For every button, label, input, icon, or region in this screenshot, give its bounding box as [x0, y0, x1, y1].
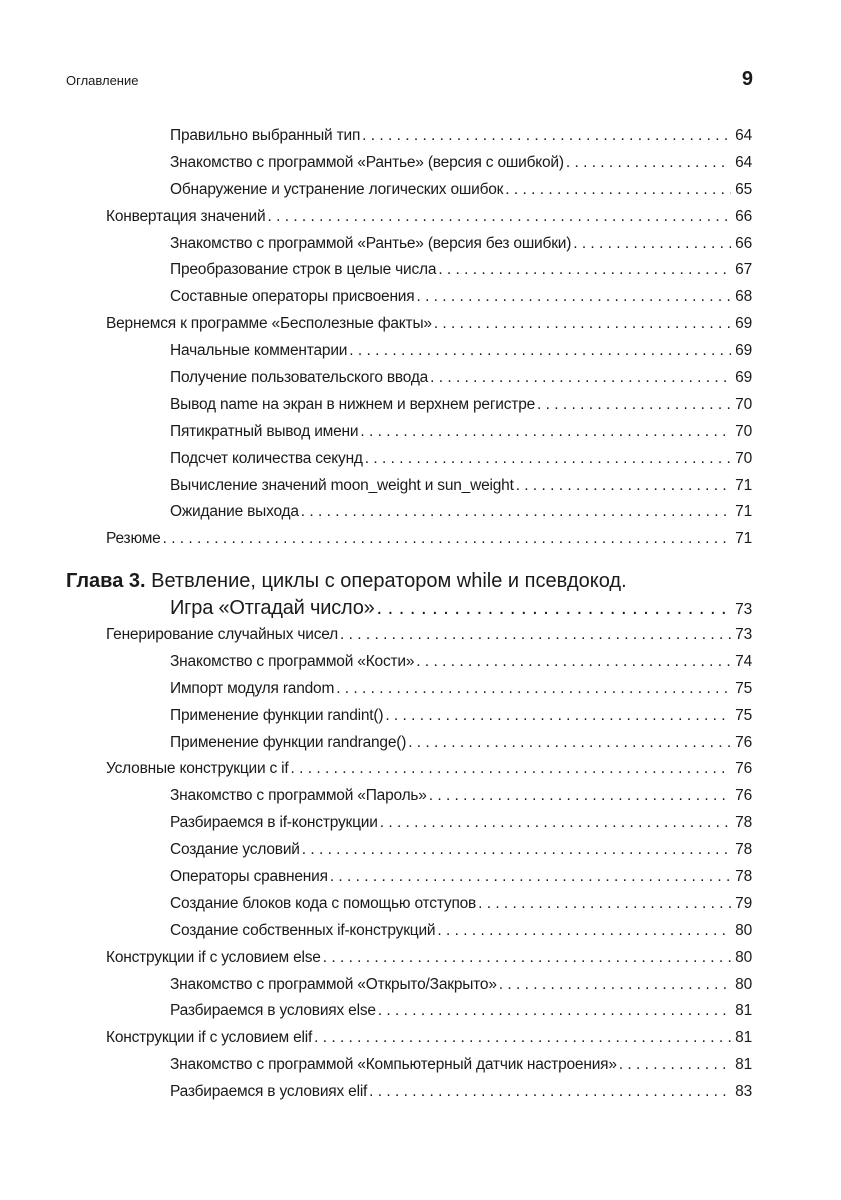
dot-leader [573, 231, 731, 258]
toc-entry-title: Генерирование случайных чисел [106, 626, 338, 643]
toc-entry[interactable] [0, 864, 752, 891]
toc-entry[interactable] [0, 123, 752, 150]
toc-entry-page: 70 [735, 449, 752, 467]
dot-leader [566, 150, 731, 177]
toc-entry[interactable] [0, 499, 752, 526]
dot-leader [408, 730, 731, 757]
toc-entry[interactable] [0, 837, 752, 864]
dot-leader [437, 918, 731, 945]
toc-entry[interactable] [0, 392, 752, 419]
toc-entry-title: Пятикратный вывод имени [170, 422, 359, 440]
toc-entry-title: Начальные комментарии [170, 342, 348, 360]
running-header-section: Оглавление [66, 73, 139, 88]
toc-entry-page: 79 [735, 894, 752, 912]
toc-entry-page: 69 [735, 342, 752, 360]
toc-entry-page: 71 [735, 530, 752, 548]
toc-entry-title: Знакомство с программой «Открыто/Закрыто» [170, 975, 497, 993]
toc-entry-title: Обнаружение и устранение логических ошибок [170, 180, 504, 198]
toc-list-part1 [0, 123, 752, 553]
toc-entry-page: 81 [735, 1029, 752, 1047]
dot-leader [330, 864, 731, 891]
toc-entry[interactable] [0, 649, 752, 676]
toc-entry-title: Вывод name на экран в нижнем и верхнем регистре [170, 395, 536, 413]
toc-entry-title: Условные конструкции с if [106, 760, 289, 778]
toc-entry-title: Вернемся к программе «Бесполезные факты» [106, 315, 432, 333]
dot-leader [380, 810, 731, 837]
toc-entry-title: Импорт модуля random [170, 679, 335, 697]
toc-entry-page: 67 [735, 261, 752, 279]
toc-entry[interactable] [0, 311, 752, 338]
toc-entry-title: Ожидание выхода [170, 503, 299, 521]
toc-entry-title: Операторы сравнения [170, 868, 328, 886]
dot-leader [378, 998, 731, 1025]
dot-leader [349, 338, 731, 365]
toc-entry-page: 64 [735, 153, 752, 171]
toc-entry-title: Разбираемся в условиях else [170, 1002, 376, 1020]
dot-leader [505, 177, 731, 204]
toc-entry-page: 74 [735, 652, 752, 670]
toc-entry[interactable] [0, 622, 752, 649]
toc-entry[interactable] [0, 783, 752, 810]
toc-entry-title: Правильно выбранный тип [170, 127, 361, 144]
dot-leader [369, 1079, 731, 1106]
toc-entry-page: 75 [735, 679, 752, 697]
toc-entry-title: Знакомство с программой «Кости» [170, 652, 415, 670]
toc-entry-title: Резюме [106, 530, 161, 548]
dot-leader [434, 311, 731, 338]
dot-leader [499, 972, 731, 999]
toc-entry-page: 76 [735, 760, 752, 778]
toc-entry-title: Создание собственных if-конструкций [170, 921, 436, 939]
dot-leader [377, 595, 732, 622]
toc-entry-page: 76 [735, 733, 752, 751]
toc-entry[interactable] [0, 204, 752, 231]
dot-leader [340, 622, 731, 649]
dot-leader [163, 526, 732, 553]
toc-entry[interactable] [0, 1079, 752, 1106]
toc-entry[interactable] [0, 756, 752, 783]
dot-leader [314, 1025, 731, 1052]
toc-entry-page: 80 [735, 948, 752, 966]
toc-entry-page: 66 [735, 234, 752, 252]
toc-entry-page: 68 [735, 288, 752, 306]
toc-entry[interactable] [0, 526, 752, 553]
toc-entry-title: Конструкции if с условием elif [106, 1029, 313, 1047]
toc-entry-title: Преобразование строк в целые числа [170, 261, 437, 279]
toc-entry-page: 78 [735, 814, 752, 832]
toc-entry-title: Составные операторы присвоения [170, 288, 415, 306]
toc-entry-page: 69 [735, 315, 752, 333]
dot-leader [516, 473, 731, 500]
dot-leader [362, 123, 731, 150]
toc-entry-title: Знакомство с программой «Рантье» (версия с ошибкой) [170, 153, 564, 171]
toc-entry[interactable] [0, 1052, 752, 1079]
toc-entry-page: 71 [735, 503, 752, 521]
toc-entry-page: 73 [735, 626, 752, 643]
toc-entry[interactable] [0, 177, 752, 204]
toc-entry[interactable] [0, 972, 752, 999]
toc-entry-title: Получение пользовательского ввода [170, 369, 429, 387]
dot-leader [302, 837, 731, 864]
toc-entry[interactable] [0, 338, 752, 365]
chapter-title-line2: Игра «Отгадай число» [170, 597, 375, 619]
dot-leader [478, 891, 731, 918]
toc-entry[interactable] [0, 473, 752, 500]
chapter-heading [66, 568, 627, 594]
chapter-label: Глава 3. [66, 570, 146, 592]
toc-entry[interactable] [0, 918, 752, 945]
dot-leader [323, 945, 731, 972]
toc-entry-page: 64 [735, 127, 752, 144]
toc-entry-page: 80 [735, 921, 752, 939]
toc-entry[interactable] [0, 150, 752, 177]
chapter-title-line1: Ветвление, циклы с оператором while и псевдокод. [151, 570, 627, 592]
toc-entry-title: Конструкции if с условием else [106, 948, 321, 966]
chapter-title-row[interactable] [0, 595, 752, 622]
toc-entry[interactable] [0, 446, 752, 473]
toc-entry[interactable] [0, 891, 752, 918]
dot-leader [430, 365, 731, 392]
toc-entry[interactable] [0, 676, 752, 703]
toc-entry-title: Вычисление значений moon_weight и sun_weight [170, 476, 514, 494]
dot-leader [416, 284, 731, 311]
dot-leader [416, 649, 731, 676]
toc-entry-page: 75 [735, 706, 752, 724]
dot-leader [438, 257, 731, 284]
toc-entry-page: 71 [735, 476, 752, 494]
toc-entry-page: 70 [735, 422, 752, 440]
toc-entry-title: Создание блоков кода с помощью отступов [170, 894, 477, 912]
toc-entry[interactable] [0, 730, 752, 757]
toc-entry-page: 78 [735, 868, 752, 886]
toc-entry-title: Применение функции randrange() [170, 733, 407, 751]
toc-entry-page: 81 [735, 1056, 752, 1074]
dot-leader [336, 676, 731, 703]
toc-entry-page: 81 [735, 1002, 752, 1020]
toc-entry-page: 83 [735, 1083, 752, 1101]
dot-leader [291, 756, 732, 783]
toc-entry-title: Знакомство с программой «Компьютерный датчик настроения» [170, 1056, 617, 1074]
toc-entry-page: 66 [735, 207, 752, 225]
dot-leader [619, 1052, 731, 1079]
toc-entry-title: Разбираемся в if-конструкции [170, 814, 378, 832]
toc-entry-title: Конвертация значений [106, 207, 266, 225]
chapter-page: 73 [735, 601, 752, 618]
toc-entry[interactable] [0, 945, 752, 972]
dot-leader [360, 419, 731, 446]
toc-entry-page: 80 [735, 975, 752, 993]
toc-entry-page: 65 [735, 180, 752, 198]
toc-entry-title: Знакомство с программой «Рантье» (версия без ошибки) [170, 234, 572, 252]
toc-entry[interactable] [0, 998, 752, 1025]
dot-leader [267, 204, 731, 231]
toc-entry[interactable] [0, 257, 752, 284]
dot-leader [537, 392, 731, 419]
toc-entry-page: 76 [735, 787, 752, 805]
toc-entry-page: 70 [735, 395, 752, 413]
toc-entry-title: Подсчет количества секунд [170, 449, 363, 467]
toc-entry[interactable] [0, 365, 752, 392]
toc-entry[interactable] [0, 1025, 752, 1052]
toc-entry-title: Применение функции randint() [170, 706, 384, 724]
dot-leader [429, 783, 731, 810]
dot-leader [365, 446, 731, 473]
toc-entry[interactable] [0, 810, 752, 837]
dot-leader [385, 703, 731, 730]
toc-entry[interactable] [0, 419, 752, 446]
toc-entry[interactable] [0, 284, 752, 311]
toc-entry-page: 78 [735, 841, 752, 859]
page-number: 9 [741, 68, 753, 90]
toc-entry-title: Разбираемся в условиях elif [170, 1083, 368, 1101]
toc-entry-title: Знакомство с программой «Пароль» [170, 787, 427, 805]
toc-list-part2 [0, 622, 752, 1106]
toc-entry-page: 69 [735, 369, 752, 387]
dot-leader [301, 499, 731, 526]
toc-entry[interactable] [0, 703, 752, 730]
toc-entry[interactable] [0, 231, 752, 258]
toc-entry-title: Создание условий [170, 841, 300, 859]
